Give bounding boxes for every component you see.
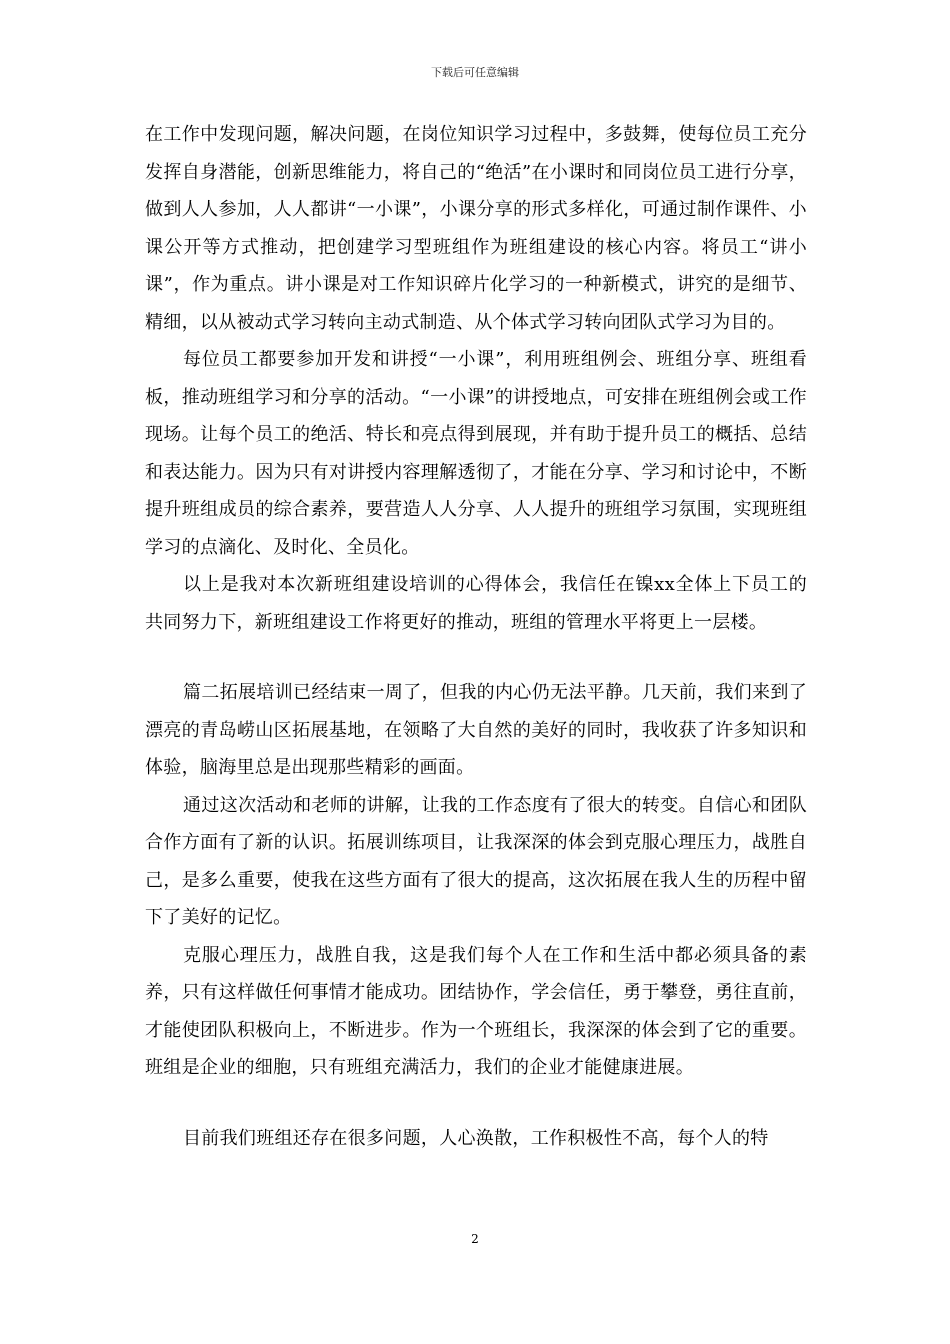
page-header: 下载后可任意编辑 bbox=[431, 66, 519, 79]
paragraph-conclusion: 以上是我对本次新班组建设培训的心得体会，我信任在镍xx全体上下员工的共同努力下，新班组建设工作将更好的推动，班组的管理水平将更上一层楼。 bbox=[145, 574, 807, 633]
paragraph-attitude-change: 通过这次活动和老师的讲解，让我的工作态度有了很大的转变。自信心和团队合作方面有了新的认识。拓展训练项目，让我深深的体会到克服心理压力，战胜自己，是多么重要，使我在这些方面有了很大的提高，这次拓展在我人生的历程中留下了美好的记忆。 bbox=[145, 794, 807, 928]
paragraph-overcome-pressure: 克服心理压力，战胜自我，这是我们每个人在工作和生活中都必须具备的素养，只有这样做任何事情才能成功。团结协作，学会信任，勇于攀登，勇往直前，才能使团队积极向上，不断进步。作为一个班组长，我深深的体会到了它的重要。班组是企业的细胞，只有班组充满活力，我们的企业才能健康进展。 bbox=[145, 944, 807, 1078]
paragraph-lesson-sharing: 每位员工都要参加开发和讲授“一小课”，利用班组例会、班组分享、班组看板，推动班组学习和分享的活动。“一小课”的讲授地点，可安排在班组例会或工作现场。让每个员工的绝活、特长和亮点得到展现，并有助于提升员工的概括、总结和表达能力。因为只有对讲授内容理解透彻了，才能在分享、学习和讨论中，不断提升班组成员的综合素养，要营造人人分享、人人提升的班组学习氛围，实现班组学习的点滴化、及时化、全员化。 bbox=[145, 349, 807, 558]
paragraph-part-two-intro: 篇二拓展培训已经结束一周了，但我的内心仍无法平静。几天前，我们来到了漂亮的青岛崂山区拓展基地，在领略了大自然的美好的同时，我收获了许多知识和体验，脑海里总是出现那些精彩的画面。 bbox=[145, 682, 807, 778]
document-body bbox=[145, 116, 807, 1157]
page-number: 2 bbox=[471, 1232, 479, 1246]
paragraph-current-problems: 目前我们班组还存在很多问题，人心涣散，工作积极性不高，每个人的特 bbox=[183, 1127, 769, 1149]
paragraph-continued: 在工作中发现问题，解决问题，在岗位知识学习过程中，多鼓舞，使每位员工充分发挥自身潜能，创新思维能力，将自己的“绝活”在小课时和同岗位员工进行分享，做到人人参加，人人都讲“一小课”，小课分享的形式多样化，可通过制作课件、小课公开等方式推动，把创建学习型班组作为班组建设的核心内容。将员工“讲小课”，作为重点。讲小课是对工作知识碎片化学习的一种新模式，讲究的是细节、精细，以从被动式学习转向主动式制造、从个体式学习转向团队式学习为目的。 bbox=[145, 124, 807, 333]
